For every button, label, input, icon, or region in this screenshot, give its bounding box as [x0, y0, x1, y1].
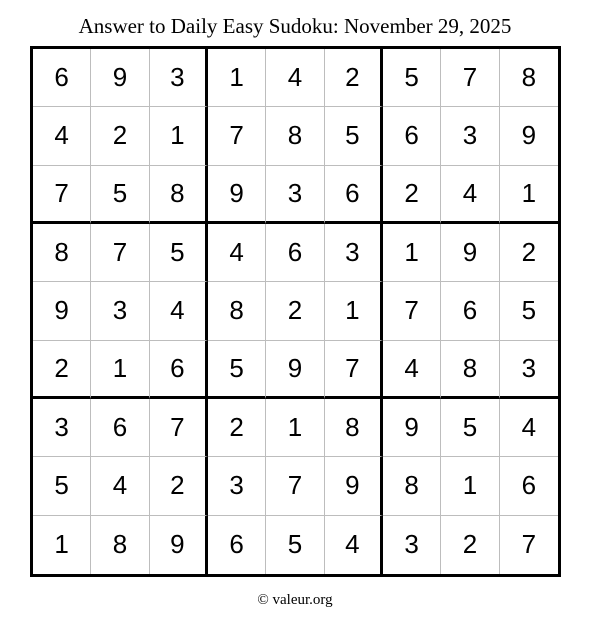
sudoku-cell: 9	[150, 516, 208, 574]
sudoku-cell: 2	[500, 224, 558, 282]
sudoku-cell: 2	[208, 399, 266, 457]
sudoku-cell: 9	[383, 399, 441, 457]
sudoku-cell: 3	[33, 399, 91, 457]
sudoku-cell: 5	[208, 341, 266, 399]
sudoku-cell: 4	[325, 516, 383, 574]
sudoku-cell: 8	[325, 399, 383, 457]
copyright-footer: © valeur.org	[257, 592, 333, 608]
sudoku-cell: 3	[441, 107, 499, 165]
sudoku-cell: 8	[383, 457, 441, 515]
puzzle-title: Answer to Daily Easy Sudoku: November 29, 2025	[78, 14, 512, 38]
sudoku-cell: 7	[266, 457, 324, 515]
sudoku-cell: 1	[266, 399, 324, 457]
sudoku-cell: 8	[266, 107, 324, 165]
sudoku-cell: 8	[500, 49, 558, 107]
sudoku-cell: 4	[150, 282, 208, 340]
sudoku-cell: 2	[441, 516, 499, 574]
sudoku-cell: 7	[325, 341, 383, 399]
sudoku-cell: 1	[500, 166, 558, 224]
sudoku-cell: 7	[150, 399, 208, 457]
sudoku-cell: 8	[150, 166, 208, 224]
sudoku-cell: 9	[91, 49, 149, 107]
sudoku-cell: 2	[33, 341, 91, 399]
sudoku-cell: 7	[33, 166, 91, 224]
sudoku-cell: 7	[208, 107, 266, 165]
sudoku-cell: 5	[383, 49, 441, 107]
sudoku-cell: 1	[150, 107, 208, 165]
sudoku-cell: 5	[500, 282, 558, 340]
sudoku-cell: 6	[441, 282, 499, 340]
sudoku-cell: 1	[208, 49, 266, 107]
sudoku-cell: 1	[33, 516, 91, 574]
sudoku-cell: 9	[33, 282, 91, 340]
sudoku-cell: 4	[441, 166, 499, 224]
sudoku-cell: 1	[441, 457, 499, 515]
sudoku-cell: 1	[325, 282, 383, 340]
sudoku-cell: 9	[325, 457, 383, 515]
sudoku-cell: 4	[266, 49, 324, 107]
sudoku-cell: 1	[91, 341, 149, 399]
sudoku-cell: 3	[500, 341, 558, 399]
sudoku-cell: 2	[150, 457, 208, 515]
sudoku-cell: 7	[383, 282, 441, 340]
sudoku-cell: 8	[91, 516, 149, 574]
sudoku-cell: 5	[441, 399, 499, 457]
sudoku-cell: 4	[33, 107, 91, 165]
sudoku-cell: 3	[266, 166, 324, 224]
sudoku-cell: 8	[33, 224, 91, 282]
sudoku-cell: 5	[266, 516, 324, 574]
sudoku-cell: 7	[521, 529, 537, 560]
sudoku-cell: 9	[266, 341, 324, 399]
sudoku-cell: 7	[441, 49, 499, 107]
sudoku-cell: 2	[91, 107, 149, 165]
sudoku-cell: 6	[500, 457, 558, 515]
sudoku-cell: 6	[33, 49, 91, 107]
sudoku-cell: 8	[441, 341, 499, 399]
sudoku-cell: 3	[383, 516, 441, 574]
sudoku-board	[30, 46, 561, 577]
sudoku-cell: 2	[266, 282, 324, 340]
sudoku-cell: 6	[266, 224, 324, 282]
sudoku-cell: 4	[383, 341, 441, 399]
sudoku-cell: 3	[208, 457, 266, 515]
sudoku-cell: 9	[500, 107, 558, 165]
sudoku-cell: 6	[150, 341, 208, 399]
sudoku-cell: 7	[91, 224, 149, 282]
sudoku-cell: 5	[91, 166, 149, 224]
sudoku-cell: 2	[383, 166, 441, 224]
sudoku-cell: 3	[150, 49, 208, 107]
sudoku-cell: 1	[383, 224, 441, 282]
sudoku-cell: 6	[208, 516, 266, 574]
sudoku-cell: 9	[208, 166, 266, 224]
sudoku-cell: 3	[91, 282, 149, 340]
sudoku-cell: 5	[33, 457, 91, 515]
sudoku-cell: 6	[325, 166, 383, 224]
sudoku-cell: 6	[91, 399, 149, 457]
sudoku-cell: 4	[91, 457, 149, 515]
sudoku-cell: 3	[325, 224, 383, 282]
sudoku-cell: 5	[325, 107, 383, 165]
sudoku-cell: 9	[441, 224, 499, 282]
sudoku-cell: 2	[325, 49, 383, 107]
sudoku-cell: 4	[208, 224, 266, 282]
sudoku-cell: 8	[208, 282, 266, 340]
sudoku-cell: 6	[383, 107, 441, 165]
sudoku-cell: 5	[150, 224, 208, 282]
sudoku-cell: 4	[500, 399, 558, 457]
